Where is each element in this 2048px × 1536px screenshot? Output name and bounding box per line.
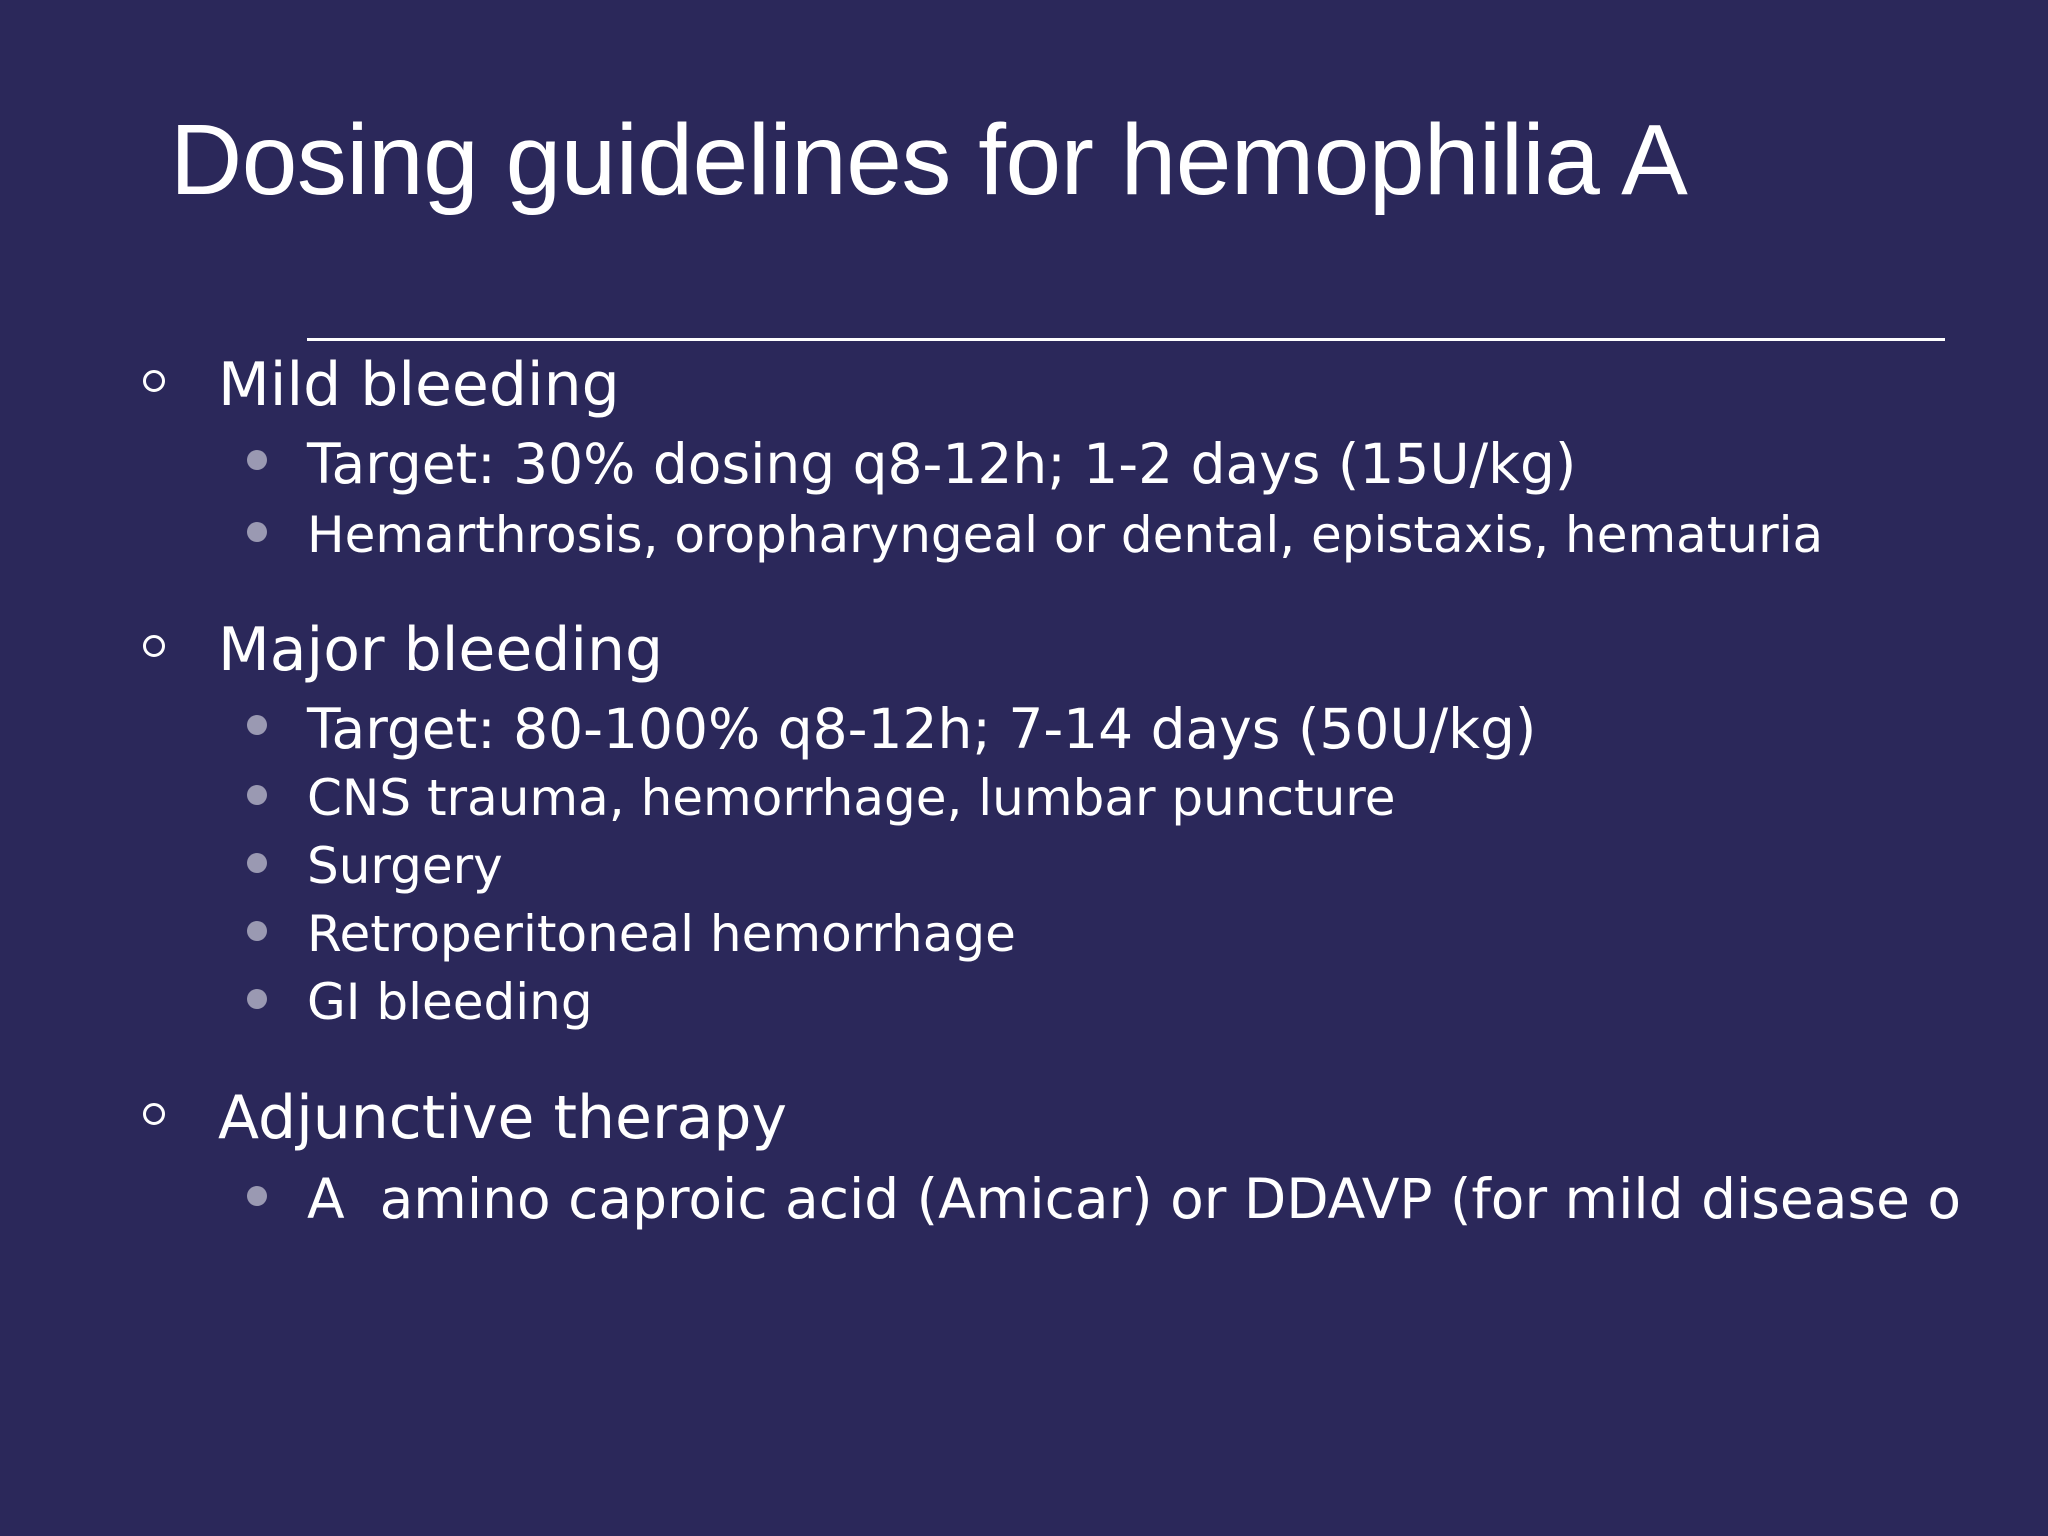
list-item: Surgery (307, 837, 503, 895)
bullet-dot-icon (247, 785, 267, 805)
bullet-dot-icon (247, 450, 267, 470)
hollow-circle-bullet-icon (143, 635, 165, 657)
section-heading: Adjunctive therapy (218, 1083, 787, 1153)
bullet-dot-icon (247, 989, 267, 1009)
slide-title: Dosing guidelines for hemophilia A (170, 104, 1688, 216)
list-item: Retroperitoneal hemorrhage (307, 905, 1016, 963)
list-item: A amino caproic acid (Amicar) or DDAVP (for mild disease o (307, 1167, 1962, 1231)
list-item: GI bleeding (307, 973, 593, 1031)
list-item: Target: 80-100% q8-12h; 7-14 days (50U/kg) (307, 697, 1537, 761)
section-heading: Major bleeding (218, 615, 664, 685)
bullet-dot-icon (247, 715, 267, 735)
hollow-circle-bullet-icon (143, 370, 165, 392)
bullet-dot-icon (247, 921, 267, 941)
list-item: Target: 30% dosing q8-12h; 1-2 days (15U/kg) (307, 432, 1577, 496)
bullet-dot-icon (247, 1186, 267, 1206)
section-heading: Mild bleeding (218, 350, 620, 420)
hollow-circle-bullet-icon (143, 1103, 165, 1125)
list-item: CNS trauma, hemorrhage, lumbar puncture (307, 769, 1396, 827)
list-item: Hemarthrosis, oropharyngeal or dental, epistaxis, hematuria (307, 506, 1824, 564)
bullet-dot-icon (247, 522, 267, 542)
bullet-dot-icon (247, 853, 267, 873)
title-divider (307, 338, 1945, 341)
